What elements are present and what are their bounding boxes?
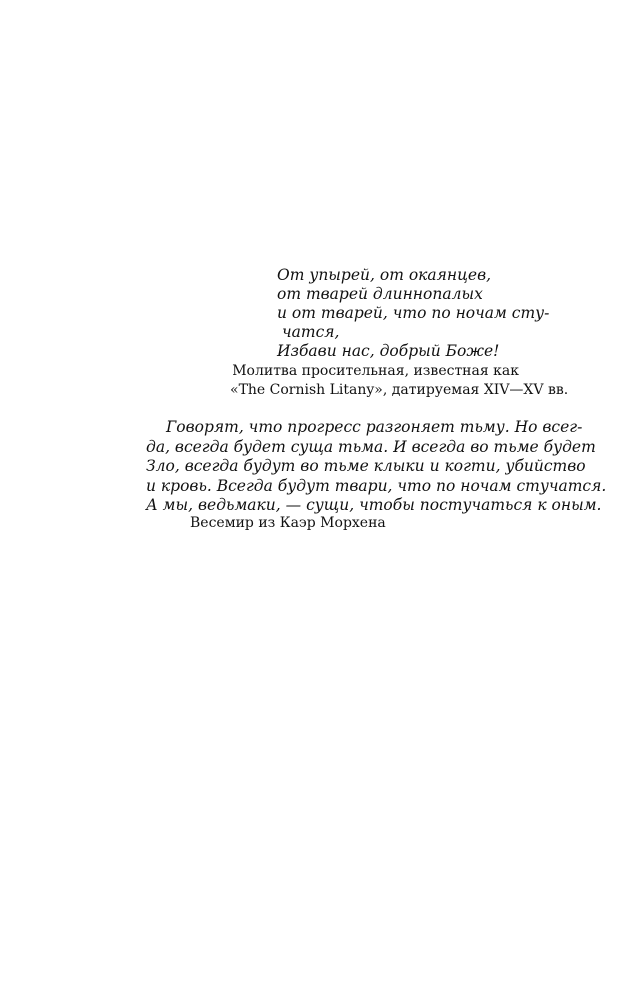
quote-line: Говорят, что прогресс разгоняет тьму. Но всег- <box>166 418 583 436</box>
verse-line: От упырей, от окаянцев, <box>277 266 492 284</box>
quote-line: и кровь. Всегда будут твари, что по ночам стучатся. <box>146 476 607 495</box>
attribution-line: «The Cornish Litany», датируемая XIV—XV вв. <box>230 382 569 398</box>
verse-line: и от тварей, что по ночам сту- <box>277 304 550 322</box>
epigraph-verse <box>277 266 550 361</box>
quote-line: А мы, ведьмаки, — сущи, чтобы постучаться к оным. <box>146 496 602 515</box>
epigraph-attribution <box>230 362 569 400</box>
quote-attribution: Весемир из Каэр Морхена <box>190 515 386 531</box>
quote-line: да, всегда будет суща тьма. И всегда во тьме будет <box>146 437 596 456</box>
verse-line: чатся, <box>282 323 340 341</box>
quote-block <box>146 418 607 516</box>
quote-line: Зло, всегда будут во тьме клыки и когти, убийство <box>146 457 586 476</box>
verse-line: от тварей длиннопалых <box>277 285 483 303</box>
verse-line: Избави нас, добрый Боже! <box>277 342 500 360</box>
attribution-line: Молитва просительная, известная как <box>232 363 519 379</box>
